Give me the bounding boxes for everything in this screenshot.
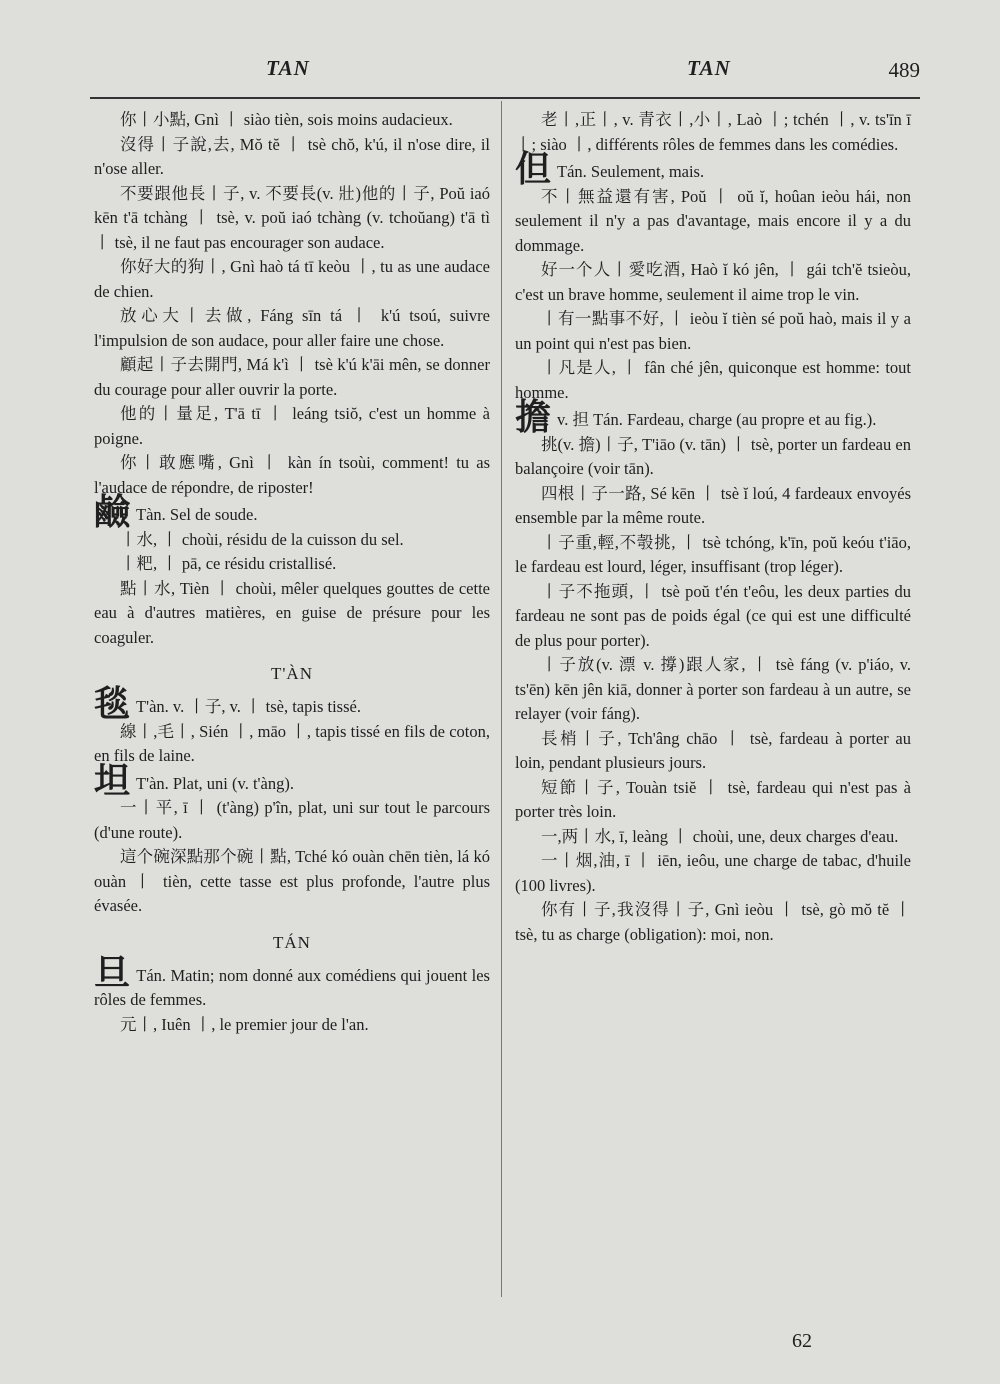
entry-text: 好一个人丨愛吃酒, Haò ĭ kó jên, 丨 gái tch'ĕ tsieòu, c'est un brave homme, seulement il aime trop le vin. bbox=[515, 260, 911, 304]
entry-text: 四根丨子一路, Sé kēn 丨 tsè ĭ loú, 4 fardeaux envoyés ensemble par la même route. bbox=[515, 483, 911, 527]
entry-text: 挑(v. 擔)丨子, T'iāo (v. tān) 丨 tsè, porter un fardeau en balançoire (voir tān). bbox=[515, 434, 911, 478]
entry-text: 一丨烟,油, ī 丨 iēn, ieôu, une charge de tabac, d'huile (100 livres). bbox=[515, 851, 911, 895]
sheet-number: 62 bbox=[792, 1330, 812, 1352]
example-entry bbox=[515, 185, 911, 259]
example-entry bbox=[94, 796, 490, 845]
entry-text: 短節丨子, Touàn tsiĕ 丨 tsè, fardeau qui n'est pas à porter très loin. bbox=[515, 777, 911, 821]
example-entry bbox=[94, 451, 490, 500]
entry-text: 線丨,毛丨, Sién 丨, māo 丨, tapis tissé en fils de coton, en fils de laine. bbox=[94, 721, 490, 765]
page-number: 489 bbox=[888, 58, 920, 82]
entry-text: Tàn. Sel de soude. bbox=[136, 505, 258, 524]
entry-text: 老丨,正丨, v. 青衣丨,小丨, Laò 丨; tchén 丨, v. ts'īn ī 丨; siào 丨, différents rôles de femmes dans les comédies. bbox=[515, 110, 911, 154]
entry-text: 顧起丨子去開門, Má k'ì 丨 tsè k'ú k'āi mên, se donner du courage pour aller ouvrir la porte. bbox=[94, 355, 490, 399]
example-entry bbox=[94, 182, 490, 256]
entry-text: 丨子放(v. 漂 v. 撐)跟人家, 丨 tsè fáng (v. p'iáo, v. ts'ēn) kēn jên kiā, donner à porter son fardeau à un autre, se relayer (voir fáng). bbox=[515, 655, 911, 723]
headword-entry bbox=[94, 492, 490, 532]
headword-entry bbox=[94, 684, 490, 724]
entry-text: 你有丨子,我沒得丨子, Gnì ieòu 丨 tsè, gò mŏ tĕ 丨 tsè, tu as charge (obligation): moi, non. bbox=[515, 900, 911, 944]
example-entry bbox=[515, 580, 911, 654]
entry-text: 元丨, Iuên 丨, le premier jour de l'an. bbox=[120, 1014, 369, 1034]
example-entry bbox=[515, 108, 911, 157]
example-entry bbox=[94, 577, 490, 651]
example-entry bbox=[515, 849, 911, 898]
entry-text: 丨凡是人, 丨 fân ché jên, quiconque est homme: tout homme. bbox=[515, 358, 911, 402]
example-entry bbox=[94, 528, 490, 553]
headword-character: 坦 bbox=[94, 760, 131, 801]
example-entry bbox=[515, 258, 911, 307]
example-entry bbox=[515, 433, 911, 482]
example-entry bbox=[515, 898, 911, 947]
example-entry bbox=[94, 108, 490, 133]
headword-character: 但 bbox=[515, 149, 552, 189]
left-running-head: TAN bbox=[266, 56, 310, 80]
example-entry bbox=[94, 304, 490, 353]
section-heading: T'ÀN bbox=[270, 664, 313, 683]
entry-text: 一丨平, ī 丨 (t'àng) p'în, plat, uni sur tout le parcours (d'une route). bbox=[94, 798, 490, 842]
example-entry bbox=[94, 353, 490, 402]
entry-text: 沒得丨子說,去, Mŏ tĕ 丨 tsè chŏ, k'ú, il n'ose dire, il n'ose aller. bbox=[94, 134, 490, 178]
entry-text: 放心大丨去做, Fáng sīn tá 丨 k'ú tsoú, suivre l'impulsion de son audace, pour aller faire une chose. bbox=[94, 306, 490, 350]
entry-text: 不丨無益還有害, Poŭ 丨 oŭ ĭ, hoûan ieòu hái, non seulement il n'y a pas d'avantage, mais encore il y a du dommage. bbox=[515, 186, 911, 255]
entry-text: 點丨水, Tièn 丨 choùi, mêler quelques gouttes de cette eau à d'autres matières, en guise de présure pour les coaguler. bbox=[94, 578, 490, 647]
example-entry bbox=[515, 356, 911, 405]
headword-entry bbox=[515, 397, 911, 437]
column-divider bbox=[501, 101, 502, 1297]
example-entry bbox=[94, 133, 490, 182]
entry-text: Tán. Seulement, mais. bbox=[557, 162, 705, 181]
headword-character: 擔 bbox=[515, 397, 552, 437]
entry-text: 一,两丨水, ī, leàng 丨 choùi, une, deux charges d'eau. bbox=[541, 826, 899, 846]
entry-text: 丨水, 丨 choùi, résidu de la cuisson du sel. bbox=[120, 529, 404, 549]
example-entry bbox=[94, 552, 490, 577]
entry-text: 丨子不拖頭, 丨 tsè poŭ t'én t'eôu, les deux parties du fardeau ne sont pas de poids égal (ce qui est une difficulté de plus pour porter). bbox=[515, 581, 911, 650]
entry-text: v. 担 Tán. Fardeau, charge (au propre et au fig.). bbox=[557, 410, 877, 429]
example-entry bbox=[94, 720, 490, 769]
headword-entry bbox=[515, 149, 911, 189]
page-header bbox=[90, 56, 920, 86]
entry-text: Tán. Matin; nom donné aux comédiens qui jouent les rôles de femmes. bbox=[94, 965, 490, 1009]
entry-text: 你好大的狗丨, Gnì haò tá tī keòu 丨, tu as une audace de chien. bbox=[94, 257, 490, 301]
example-entry bbox=[515, 531, 911, 580]
example-entry bbox=[515, 825, 911, 850]
example-entry bbox=[515, 653, 911, 727]
entry-text: 他的丨量足, T'ā tī 丨 leáng tsiŏ, c'est un homme à poigne. bbox=[94, 404, 490, 448]
example-entry bbox=[515, 482, 911, 531]
header-rule bbox=[90, 97, 920, 99]
right-running-head: TAN bbox=[687, 56, 731, 80]
example-entry bbox=[515, 307, 911, 356]
entry-text: T'àn. v. 丨子, v. 丨 tsè, tapis tissé. bbox=[136, 697, 361, 716]
entry-text: 你丨小點, Gnì 丨 siào tièn, sois moins audacieux. bbox=[120, 110, 453, 129]
right-column bbox=[515, 108, 911, 947]
example-entry bbox=[515, 776, 911, 825]
headword-character: 毯 bbox=[94, 684, 131, 724]
headword-character: 鹼 bbox=[94, 492, 131, 532]
example-entry bbox=[94, 402, 490, 451]
example-entry bbox=[94, 845, 490, 919]
entry-text: 不要跟他長丨子, v. 不要長(v. 壯)他的丨子, Poŭ iaó kēn t'ā tchàng 丨 tsè, v. poŭ iaó tchàng (v. tchoŭang) t'ā tì 丨 tsè, il ne faut pas encourager son audace. bbox=[94, 183, 490, 252]
section-heading: TÁN bbox=[273, 932, 311, 952]
entry-text: 丨粑, 丨 pā, ce résidu cristallisé. bbox=[120, 554, 337, 573]
example-entry bbox=[515, 727, 911, 776]
entry-text: T'àn. Plat, uni (v. t'àng). bbox=[136, 773, 294, 793]
headword-entry bbox=[94, 952, 490, 1013]
example-entry bbox=[94, 1013, 490, 1038]
left-column bbox=[94, 108, 490, 1037]
entry-text: 丨子重,輕,不彀挑, 丨 tsè tchóng, k'īn, poŭ keóu t'iāo, le fardeau est lourd, léger, insuffisant (trop léger). bbox=[515, 532, 911, 576]
headword-entry bbox=[94, 760, 490, 801]
headword-character: 旦 bbox=[94, 952, 131, 993]
entry-text: 長梢丨子, Tch'âng chāo 丨 tsè, fardeau à porter au loin, pendant plusieurs jours. bbox=[515, 728, 911, 772]
entry-text: 你丨敢應嘴, Gnì 丨 kàn ín tsoùi, comment! tu as l'audace de répondre, de riposter! bbox=[94, 453, 490, 497]
example-entry bbox=[94, 255, 490, 304]
entry-text: 這个碗深點那个碗丨點, Tché kó ouàn chēn tièn, lá kó ouàn 丨 tièn, cette tasse est plus profonde, l'autre plus évasée. bbox=[94, 847, 490, 915]
entry-text: 丨有一點事不好, 丨 ieòu ĭ tièn sé poŭ haò, mais il y a un point qui n'est pas bien. bbox=[515, 309, 911, 353]
